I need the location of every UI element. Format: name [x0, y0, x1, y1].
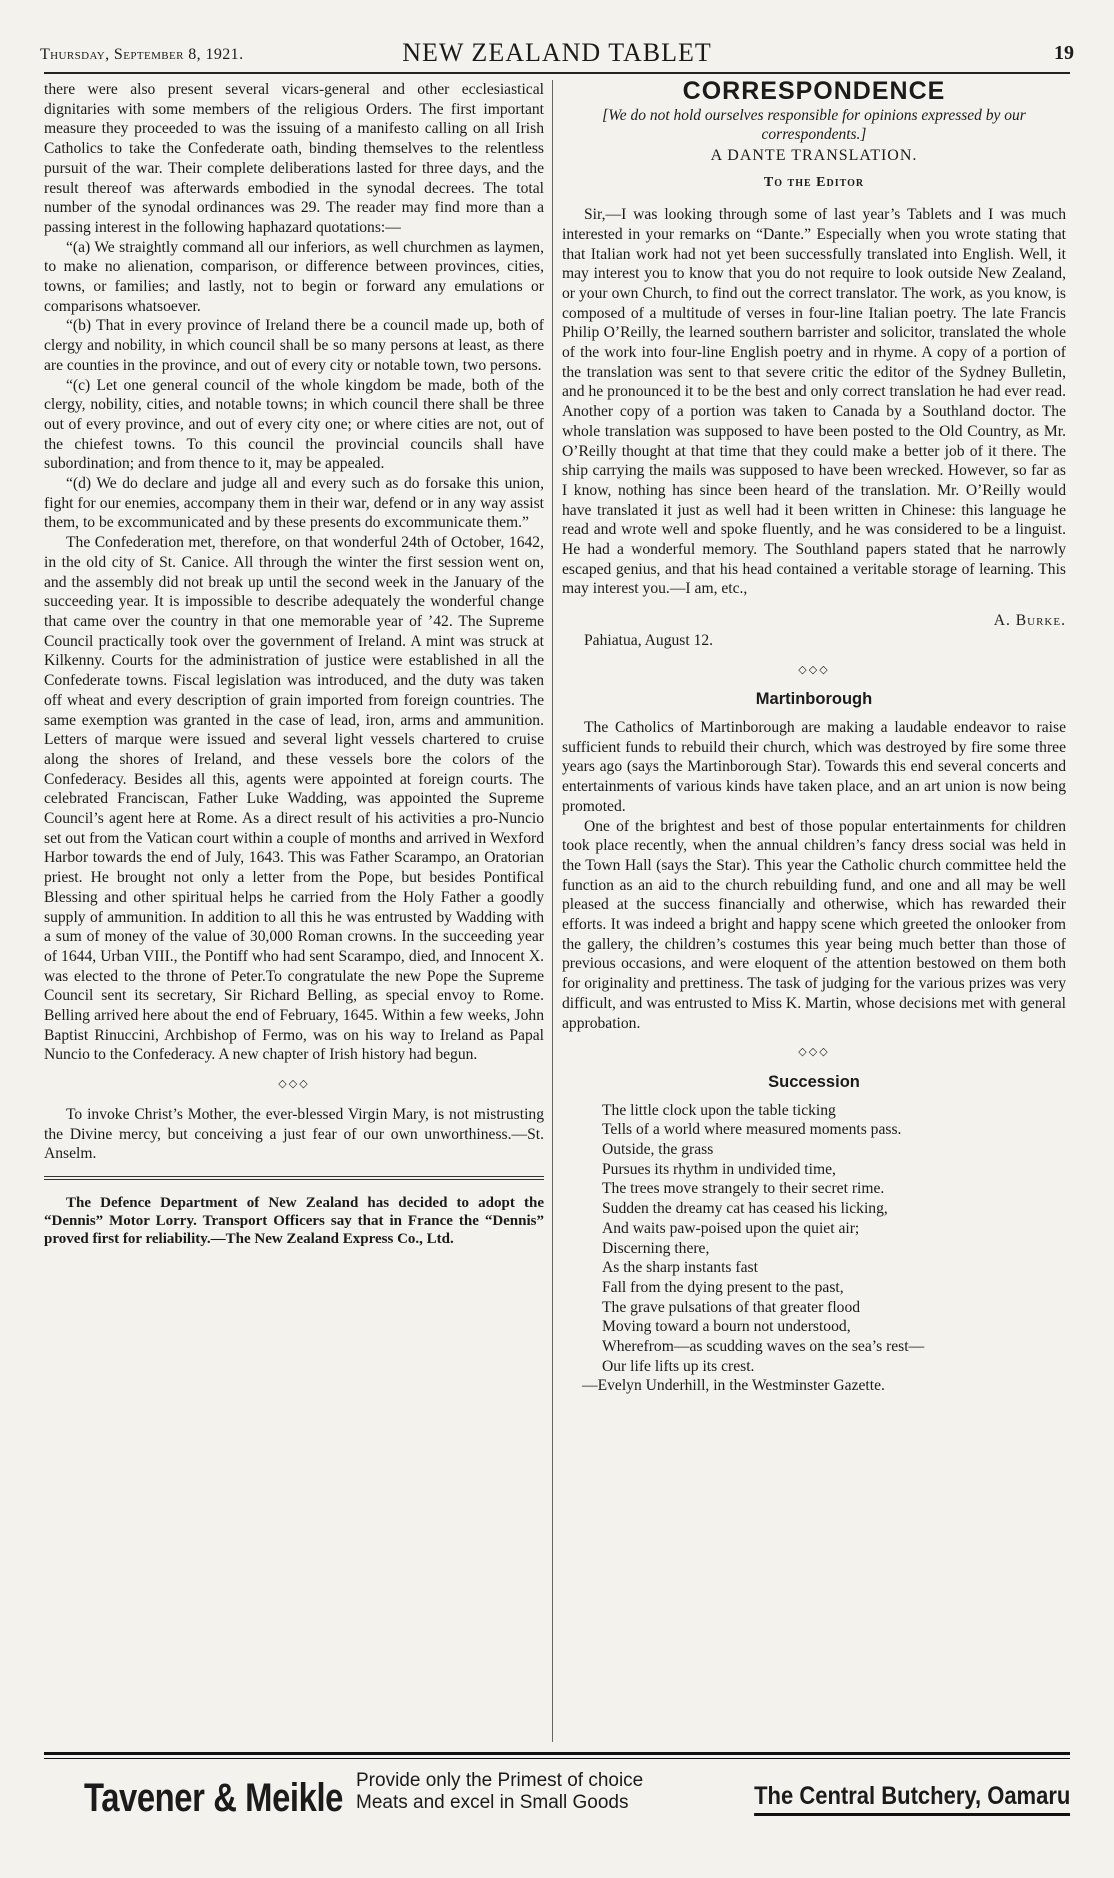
notice-rule	[44, 1176, 544, 1180]
section-ornament: ◇◇◇	[278, 1078, 310, 1091]
poem-line: The grave pulsations of that greater flood	[602, 1298, 861, 1316]
poem-line: Sudden the dreamy cat has ceased his licking,	[602, 1200, 888, 1218]
decree-a: “(a) We straightly command all our inferiors, as well churchmen as laymen, to make no alienation, comparison, or difference between provinces, cities, towns, or families; and lastly, not to begin or forward any emulations or comparisons whatsoever.	[44, 238, 544, 315]
page-header	[40, 38, 1074, 72]
poem-attribution: —Evelyn Underhill, in the Westminster Gazette.	[582, 1377, 885, 1395]
advertisement-banner	[44, 1770, 1070, 1840]
ad-line: Provide only the Primest of choice	[356, 1770, 644, 1791]
poem-line: Discerning there,	[602, 1239, 710, 1257]
advertisement-text	[356, 1770, 643, 1814]
decree-c: “(c) Let one general council of the whole kingdom be made, both of the clergy, nobility, cities, and notable towns; in which council there shall be three out of every province, and out of every city one; or where cities are not, out of the chiefest towns. To this council the provincial councils shall have subordination; and from thence to it, may be appealed.	[44, 376, 544, 473]
poem-line: Tells of a world where measured moments pass.	[602, 1121, 902, 1139]
poem-line: The little clock upon the table ticking	[602, 1101, 836, 1119]
to-editor-line: To the Editor	[763, 175, 865, 191]
right-column	[562, 77, 1066, 1396]
letter-title: A DANTE TRANSLATION.	[710, 146, 918, 164]
ad-line: Meats and excel in Small Goods	[356, 1792, 629, 1813]
article-paragraph: The Confederation met, therefore, on that wonderful 24th of October, 1642, in the old city of St. Canice. All through the winter the first session went on, and the assembly did not break up until the second week in the January of the succeeding year. It is impossible to describe adequately the wonderful change that came over the country in that one memorable year of ’42. The Supreme Council practically took over the government of Ireland. A mint was struck at Kilkenny. Courts for the administration of justice were established in all the Confederate towns. Fiscal legislation was introduced, and the duty was taken off wheat and every description of grain imported from foreign countries. The same exemption was granted in the case of lead, iron, arms and ammunition. Letters of marque were issued and several light vessels chartered to cruise along the shores of Ireland, and these vessels bore the colors of the Confederacy. Besides all this, agents were appointed at foreign courts. The celebrated Franciscan, Father Luke Wadding, was appointed the Supreme Council’s agent here at Rome. As a direct result of his activities a pro-Nuncio set out from the Vatican court within a couple of months and arrived in Wexford Harbor towards the end of July, 1643. This was Father Scarampo, an Oratorian priest. He brought not only a letter from the Pope, but besides Pontifical Blessing and other spiritual helps he carried from the Holy Father a goodly supply of ammunition. In addition to all this he was entrusted by Wadding with a sum of money of the value of 30,000 Roman crowns. In the succeeding year of 1644, Urban VIII., the Pontiff who had sent Scarampo, died, and Innocent X. was elected to the throne of Peter.To congratulate the new Pope the Supreme Council sent its secretary, Sir Richard Belling, as special envoy to Rome. Belling arrived here about the end of February, 1645. Within a few weeks, John Baptist Rinuccini, Archbishop of Fermo, was on his way to Ireland as Papal Nuncio to the Confederacy. A new chapter of Irish history had begun.	[44, 534, 544, 1064]
poem-line: Pursues its rhythm in undivided time,	[602, 1160, 836, 1178]
column-divider	[552, 80, 553, 1742]
advertiser-name: Tavener & Meikle	[84, 1776, 344, 1820]
issue-date: Thursday, September 8, 1921.	[40, 46, 244, 63]
poem-line: Moving toward a bourn not understood,	[602, 1318, 851, 1336]
poem-line: As the sharp instants fast	[602, 1259, 758, 1277]
poem-line: Outside, the grass	[602, 1141, 714, 1159]
header-rule	[44, 72, 1070, 74]
martinborough-paragraph: The Catholics of Martinborough are making a laudable endeavor to raise sufficient funds to rebuild their church, which was destroyed by fire some three years ago (says the Martinborough Star). Towards this end several concerts and entertainments of various kinds have taken place, and an art union is now being promoted.	[562, 718, 1066, 815]
poem-line: Our life lifts up its crest.	[602, 1357, 755, 1375]
footer-rule	[44, 1752, 1070, 1759]
article-paragraph: there were also present several vicars-general and other ecclesiastical dignitaries with some members of the religious Orders. The first important measure they proceeded to was the issuing of a manifesto calling on all Irish Catholics to take the Confederate oath, binding themselves to the relentless pursuit of the war. Their complete deliberations lasted for three days, and the result thereof was afterwards embodied in the synodal decrees. The total number of the synodal ordinances was 29. The reader may find more than a passing interest in the following haphazard quotations:—	[44, 81, 544, 236]
martinborough-heading: Martinborough	[755, 690, 873, 709]
butchery-name: The Central Butchery, Oamaru	[754, 1782, 1070, 1816]
letter-place-date: Pahiatua, August 12.	[584, 631, 714, 649]
decree-d: “(d) We do declare and judge all and every such as do forsake this union, fight for our enemies, accompany them in their war, defend or in any way assist them, to be excommunicated and by these presents do excommunicate them.”	[44, 475, 544, 532]
section-ornament: ◇◇◇	[798, 1046, 830, 1059]
letter-body: Sir,—I was looking through some of last year’s Tablets and I was much interested in your remarks on “Dante.” Especially when you wrote stating that that Italian work had not yet been successfully translated into English. Well, it may interest you to know that you do not require to look outside New Zealand, or your own Church, to find out the correct translator. The work, as you know, is composed of a multitude of verses in four-line Italian poetry. The late Francis Philip O’Reilly, the learned southern barrister and solicitor, translated the whole of the work into four-line English poetry and in rhyme. A copy of a portion of the translation was sent to that severe critic the editor of the Sydney Bulletin, and he pronounced it to be the best and only correct translation he had ever read. Another copy of a portion was taken to Canada by a Southland doctor. The whole translation was supposed to have been posted to the Old Country, as Mr. O’Reilly thought at that time that they could make a better job of it there. The ship carrying the mails was supposed to have been wrecked. However, so far as I know, nothing has since been heard of the translation. Mr. O’Reilly would have translated it just as well had it been written in Chinese: this language he read and wrote well and spoke fluently, and he was considered to be a linguist. He had a wonderful memory. The Southland papers stated that he narrowly escaped genius, and that his head contained a veritable storage of learning. This may interest you.—I am, etc.,	[562, 206, 1066, 598]
masthead-title: NEW ZEALAND TABLET	[402, 38, 712, 67]
poem-line: Wherefrom—as scudding waves on the sea’s rest—	[602, 1338, 925, 1356]
poem-line: The trees move strangely to their secret rime.	[602, 1180, 885, 1198]
poem-line: And waits paw-poised upon the quiet air;	[602, 1219, 860, 1237]
defence-notice: The Defence Department of New Zealand has decided to adopt the “Dennis” Motor Lorry. Transport Officers say that in France the “Dennis” proved first for reliability.—The New Zealand Express Co., Ltd.	[44, 1194, 544, 1247]
succession-poem	[562, 1101, 1066, 1397]
poem-line: Fall from the dying present to the past,	[602, 1278, 844, 1296]
anselm-quote: To invoke Christ’s Mother, the ever-blessed Virgin Mary, is not mistrusting the Divine mercy, but conceiving a just fear of our own unworthiness.—St. Anselm.	[44, 1105, 544, 1163]
editor-disclaimer: [We do not hold ourselves responsible for opinions expressed by our correspondents.]	[602, 106, 1026, 143]
succession-heading: Succession	[768, 1072, 860, 1091]
page-number: 19	[1054, 42, 1074, 64]
letter-signature: A. Burke.	[993, 612, 1066, 630]
correspondence-heading: CORRESPONDENCE	[682, 77, 946, 105]
section-ornament: ◇◇◇	[798, 663, 830, 676]
left-column	[44, 80, 544, 1248]
martinborough-paragraph: One of the brightest and best of those popular entertainments for children took place recently, when the annual children’s fancy dress social was held in the Town Hall (says the Star). This year the Catholic church committee held the function as an aid to the church rebuilding fund, and one and all may be well pleased at the success financially and otherwise, which has rewarded their efforts. It was indeed a bright and happy scene which greeted the onlooker from the gallery, the children’s costumes this year being much better than those of previous occasions, and were eloquent of the attention bestowed on them both for originality and prettiness. The task of judging for the various prizes was very difficult, and was entrusted to Miss K. Martin, whose decisions met with general approbation.	[562, 817, 1066, 1032]
decree-b: “(b) That in every province of Ireland there be a council made up, both of clergy and nobility, in which council shall be so many persons at least, as there are counties in the province, and out of every city or notable town, two persons.	[44, 317, 544, 374]
